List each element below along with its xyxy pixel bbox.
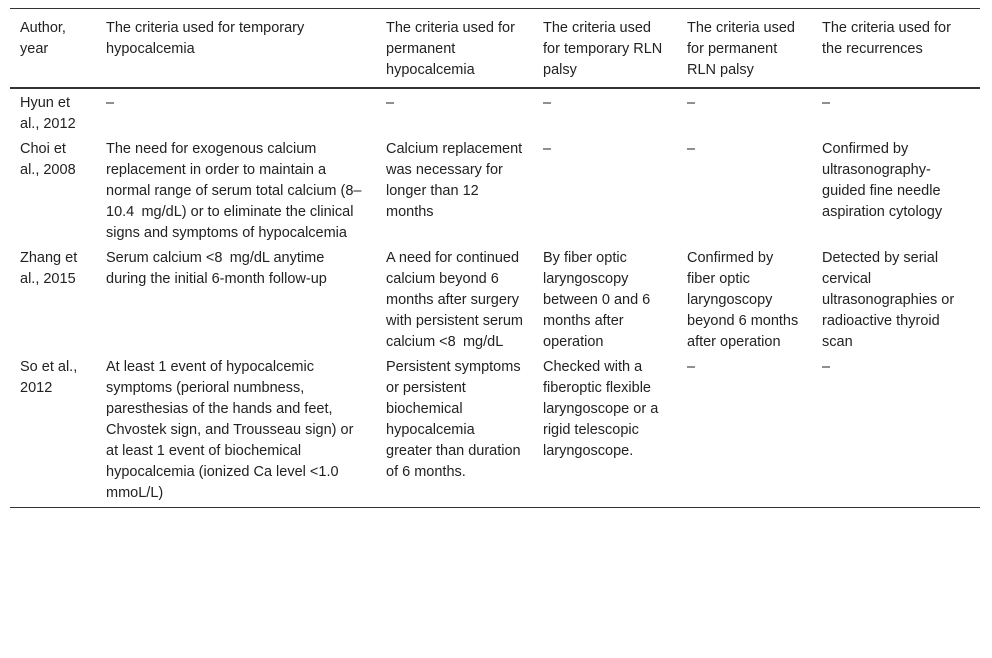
header-recurrences: The criteria used for the recurrences bbox=[822, 20, 951, 57]
header-temporary-rln-palsy: The criteria used for temporary RLN palsy bbox=[543, 20, 663, 78]
table-row bbox=[10, 353, 980, 508]
header-permanent-hypocalcemia: The criteria used for permanent hypocalcemia bbox=[386, 20, 515, 78]
cell-temporary-rln-palsy: – bbox=[543, 95, 552, 111]
cell-recurrences: Confirmed by ultrasonography-guided fine needle aspiration cytology bbox=[822, 141, 943, 220]
cell-author-year: So et al., 2012 bbox=[20, 359, 78, 396]
criteria-table-container bbox=[10, 8, 980, 508]
cell-recurrences: – bbox=[822, 359, 831, 375]
header-row bbox=[10, 9, 980, 89]
cell-temporary-hypocalcemia: At least 1 event of hypocalcemic symptoms (perioral numbness, paresthesias of the hands and feet, Chvostek sign, and Trousseau sign) or at least 1 event of biochemical hypocalcemia (ionized Ca level <1.0 mmoL/L) bbox=[106, 359, 354, 501]
cell-temporary-rln-palsy: Checked with a fiberoptic flexible laryngoscope or a rigid telescopic laryngoscope. bbox=[543, 359, 659, 459]
cell-temporary-rln-palsy: By fiber optic laryngoscopy between 0 and 6 months after operation bbox=[543, 250, 651, 350]
header-permanent-rln-palsy: The criteria used for permanent RLN palsy bbox=[687, 20, 795, 78]
cell-permanent-rln-palsy: Confirmed by fiber optic laryngoscopy beyond 6 months after operation bbox=[687, 250, 799, 350]
cell-permanent-hypocalcemia: Calcium replacement was necessary for longer than 12 months bbox=[386, 141, 523, 220]
cell-permanent-rln-palsy: – bbox=[687, 141, 696, 157]
cell-permanent-rln-palsy: – bbox=[687, 95, 696, 111]
cell-recurrences: – bbox=[822, 95, 831, 111]
cell-temporary-rln-palsy: – bbox=[543, 141, 552, 157]
table-row bbox=[10, 244, 980, 353]
table-row bbox=[10, 135, 980, 244]
cell-permanent-hypocalcemia: Persistent symptoms or persistent biochemical hypocalcemia greater than duration of 6 months. bbox=[386, 359, 521, 480]
cell-temporary-hypocalcemia: – bbox=[106, 95, 115, 111]
cell-recurrences: Detected by serial cervical ultrasonographies or radioactive thyroid scan bbox=[822, 250, 955, 350]
cell-author-year: Hyun et al., 2012 bbox=[20, 95, 76, 132]
cell-temporary-hypocalcemia: Serum calcium <8 mg/dL anytime during the initial 6-month follow-up bbox=[106, 250, 327, 287]
cell-permanent-hypocalcemia: A need for continued calcium beyond 6 months after surgery with persistent serum calcium <8 mg/dL bbox=[386, 250, 523, 350]
criteria-table bbox=[10, 8, 980, 508]
cell-temporary-hypocalcemia: The need for exogenous calcium replacement in order to maintain a normal range of serum total calcium (8–10.4 mg/dL) or to eliminate the clinical signs and symptoms of hypocalcemia bbox=[106, 141, 362, 241]
table-body bbox=[10, 88, 980, 508]
cell-permanent-rln-palsy: – bbox=[687, 359, 696, 375]
table-header bbox=[10, 9, 980, 89]
header-temporary-hypocalcemia: The criteria used for temporary hypocalcemia bbox=[106, 20, 305, 57]
cell-permanent-hypocalcemia: – bbox=[386, 95, 395, 111]
table-row bbox=[10, 88, 980, 135]
cell-author-year: Choi et al., 2008 bbox=[20, 141, 76, 178]
cell-author-year: Zhang et al., 2015 bbox=[20, 250, 78, 287]
header-author-year: Author, year bbox=[20, 20, 66, 57]
